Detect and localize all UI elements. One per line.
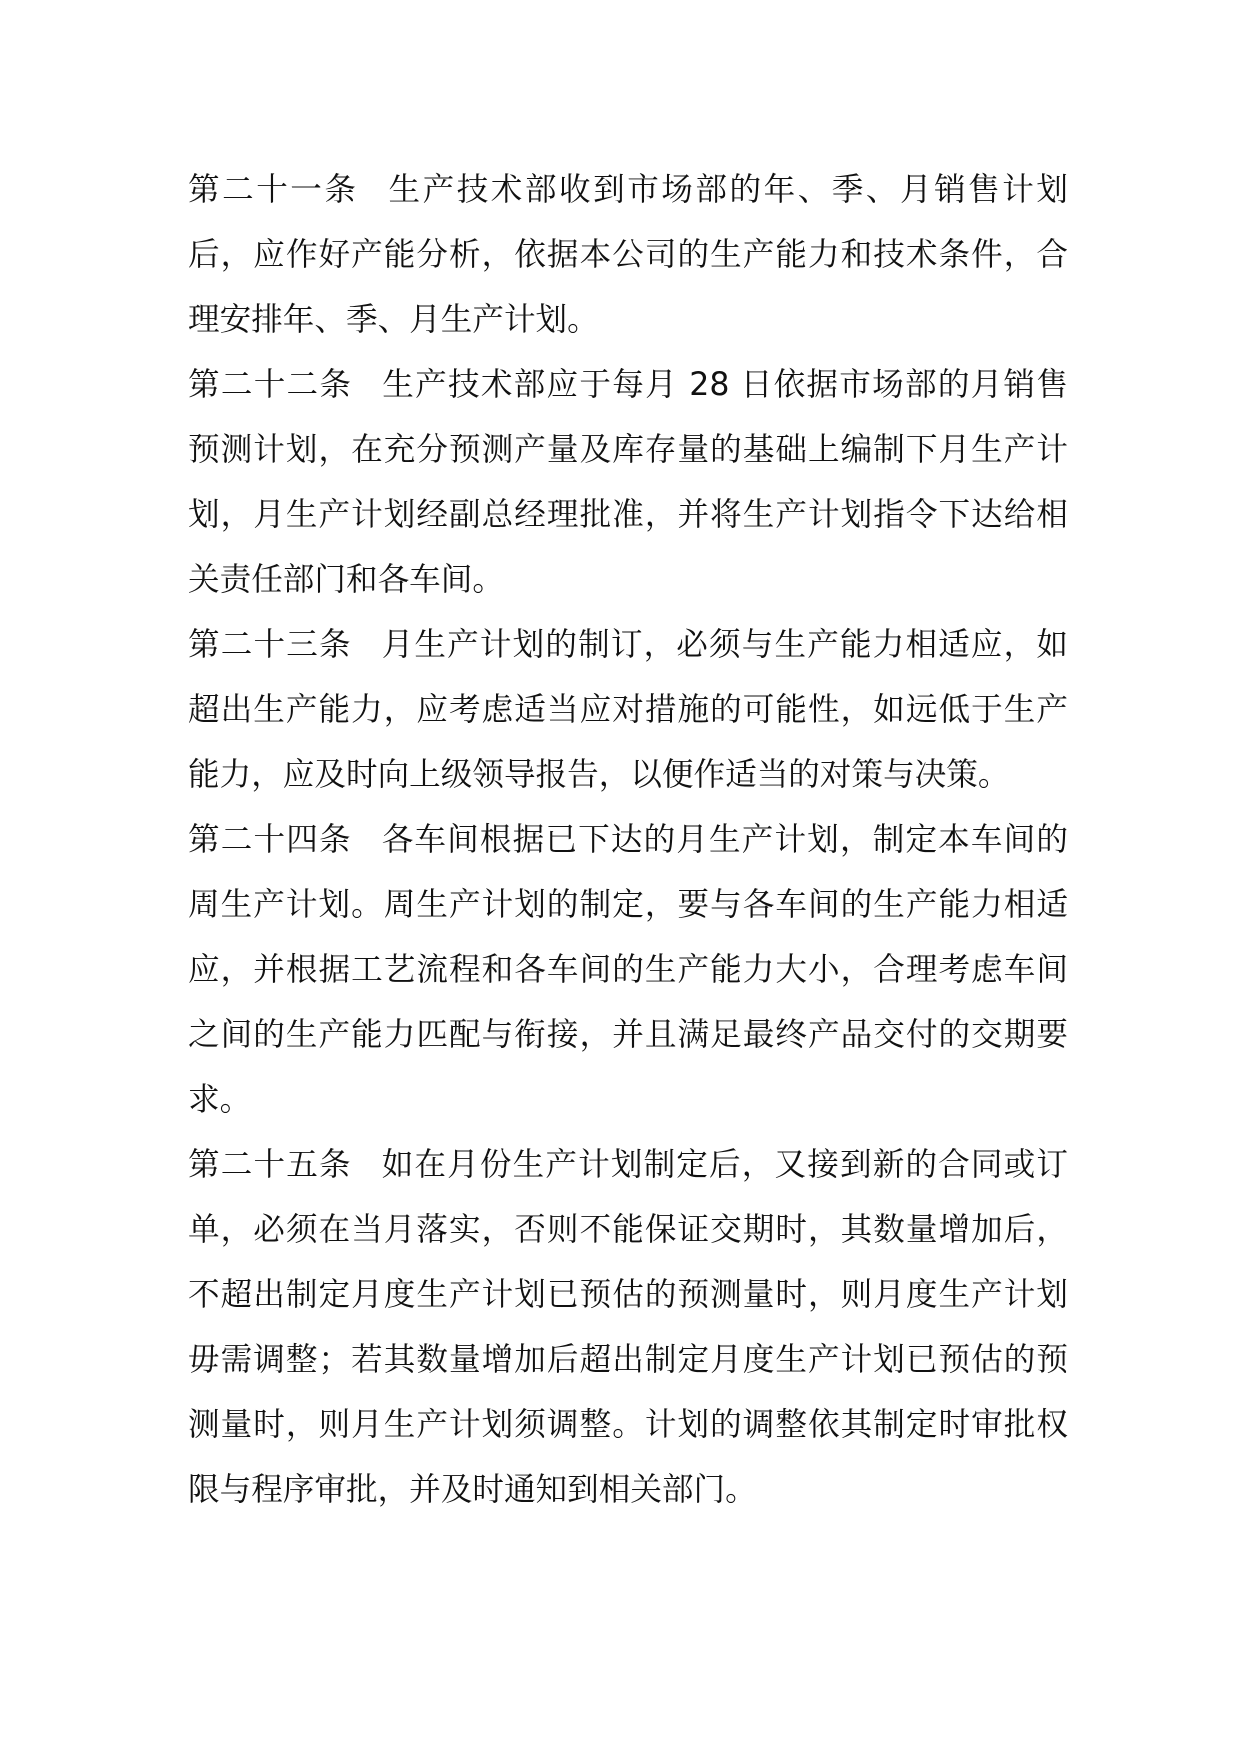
clause-number: 第二十五条 — [188, 1147, 352, 1183]
clause-number: 第二十二条 — [188, 367, 353, 403]
clause-24 — [188, 808, 1068, 1133]
clause-21 — [188, 158, 1068, 353]
clause-22 — [188, 353, 1068, 613]
clause-number: 第二十三条 — [188, 627, 352, 663]
clause-text: 月生产计划的制订，必须与生产能力相适应，如超出生产能力，应考虑适当应对措施的可能性，如远低于生产能力，应及时向上级领导报告，以便作适当的对策与决策。 — [188, 627, 1068, 793]
clause-text: 生产技术部收到市场部的年、季、月销售计划后，应作好产能分析，依据本公司的生产能力和技术条件，合理安排年、季、月生产计划。 — [188, 172, 1068, 338]
document-body — [188, 158, 1068, 1523]
clause-25 — [188, 1133, 1068, 1523]
clause-text: 生产技术部应于每月 28 日依据市场部的月销售预测计划，在充分预测产量及库存量的基础上编制下月生产计划，月生产计划经副总经理批准，并将生产计划指令下达给相关责任部门和各车间。 — [188, 367, 1068, 598]
clause-number: 第二十四条 — [188, 822, 352, 858]
clause-text: 各车间根据已下达的月生产计划，制定本车间的周生产计划。周生产计划的制定，要与各车间的生产能力相适应，并根据工艺流程和各车间的生产能力大小，合理考虑车间之间的生产能力匹配与衔接，并且满足最终产品交付的交期要求。 — [188, 822, 1068, 1118]
clause-text: 如在月份生产计划制定后，又接到新的合同或订单，必须在当月落实，否则不能保证交期时，其数量增加后，不超出制定月度生产计划已预估的预测量时，则月度生产计划毋需调整；若其数量增加后超出制定月度生产计划已预估的预测量时，则月生产计划须调整。计划的调整依其制定时审批权限与程序审批，并及时通知到相关部门。 — [188, 1147, 1068, 1508]
clause-number: 第二十一条 — [188, 172, 359, 208]
clause-23 — [188, 613, 1068, 808]
